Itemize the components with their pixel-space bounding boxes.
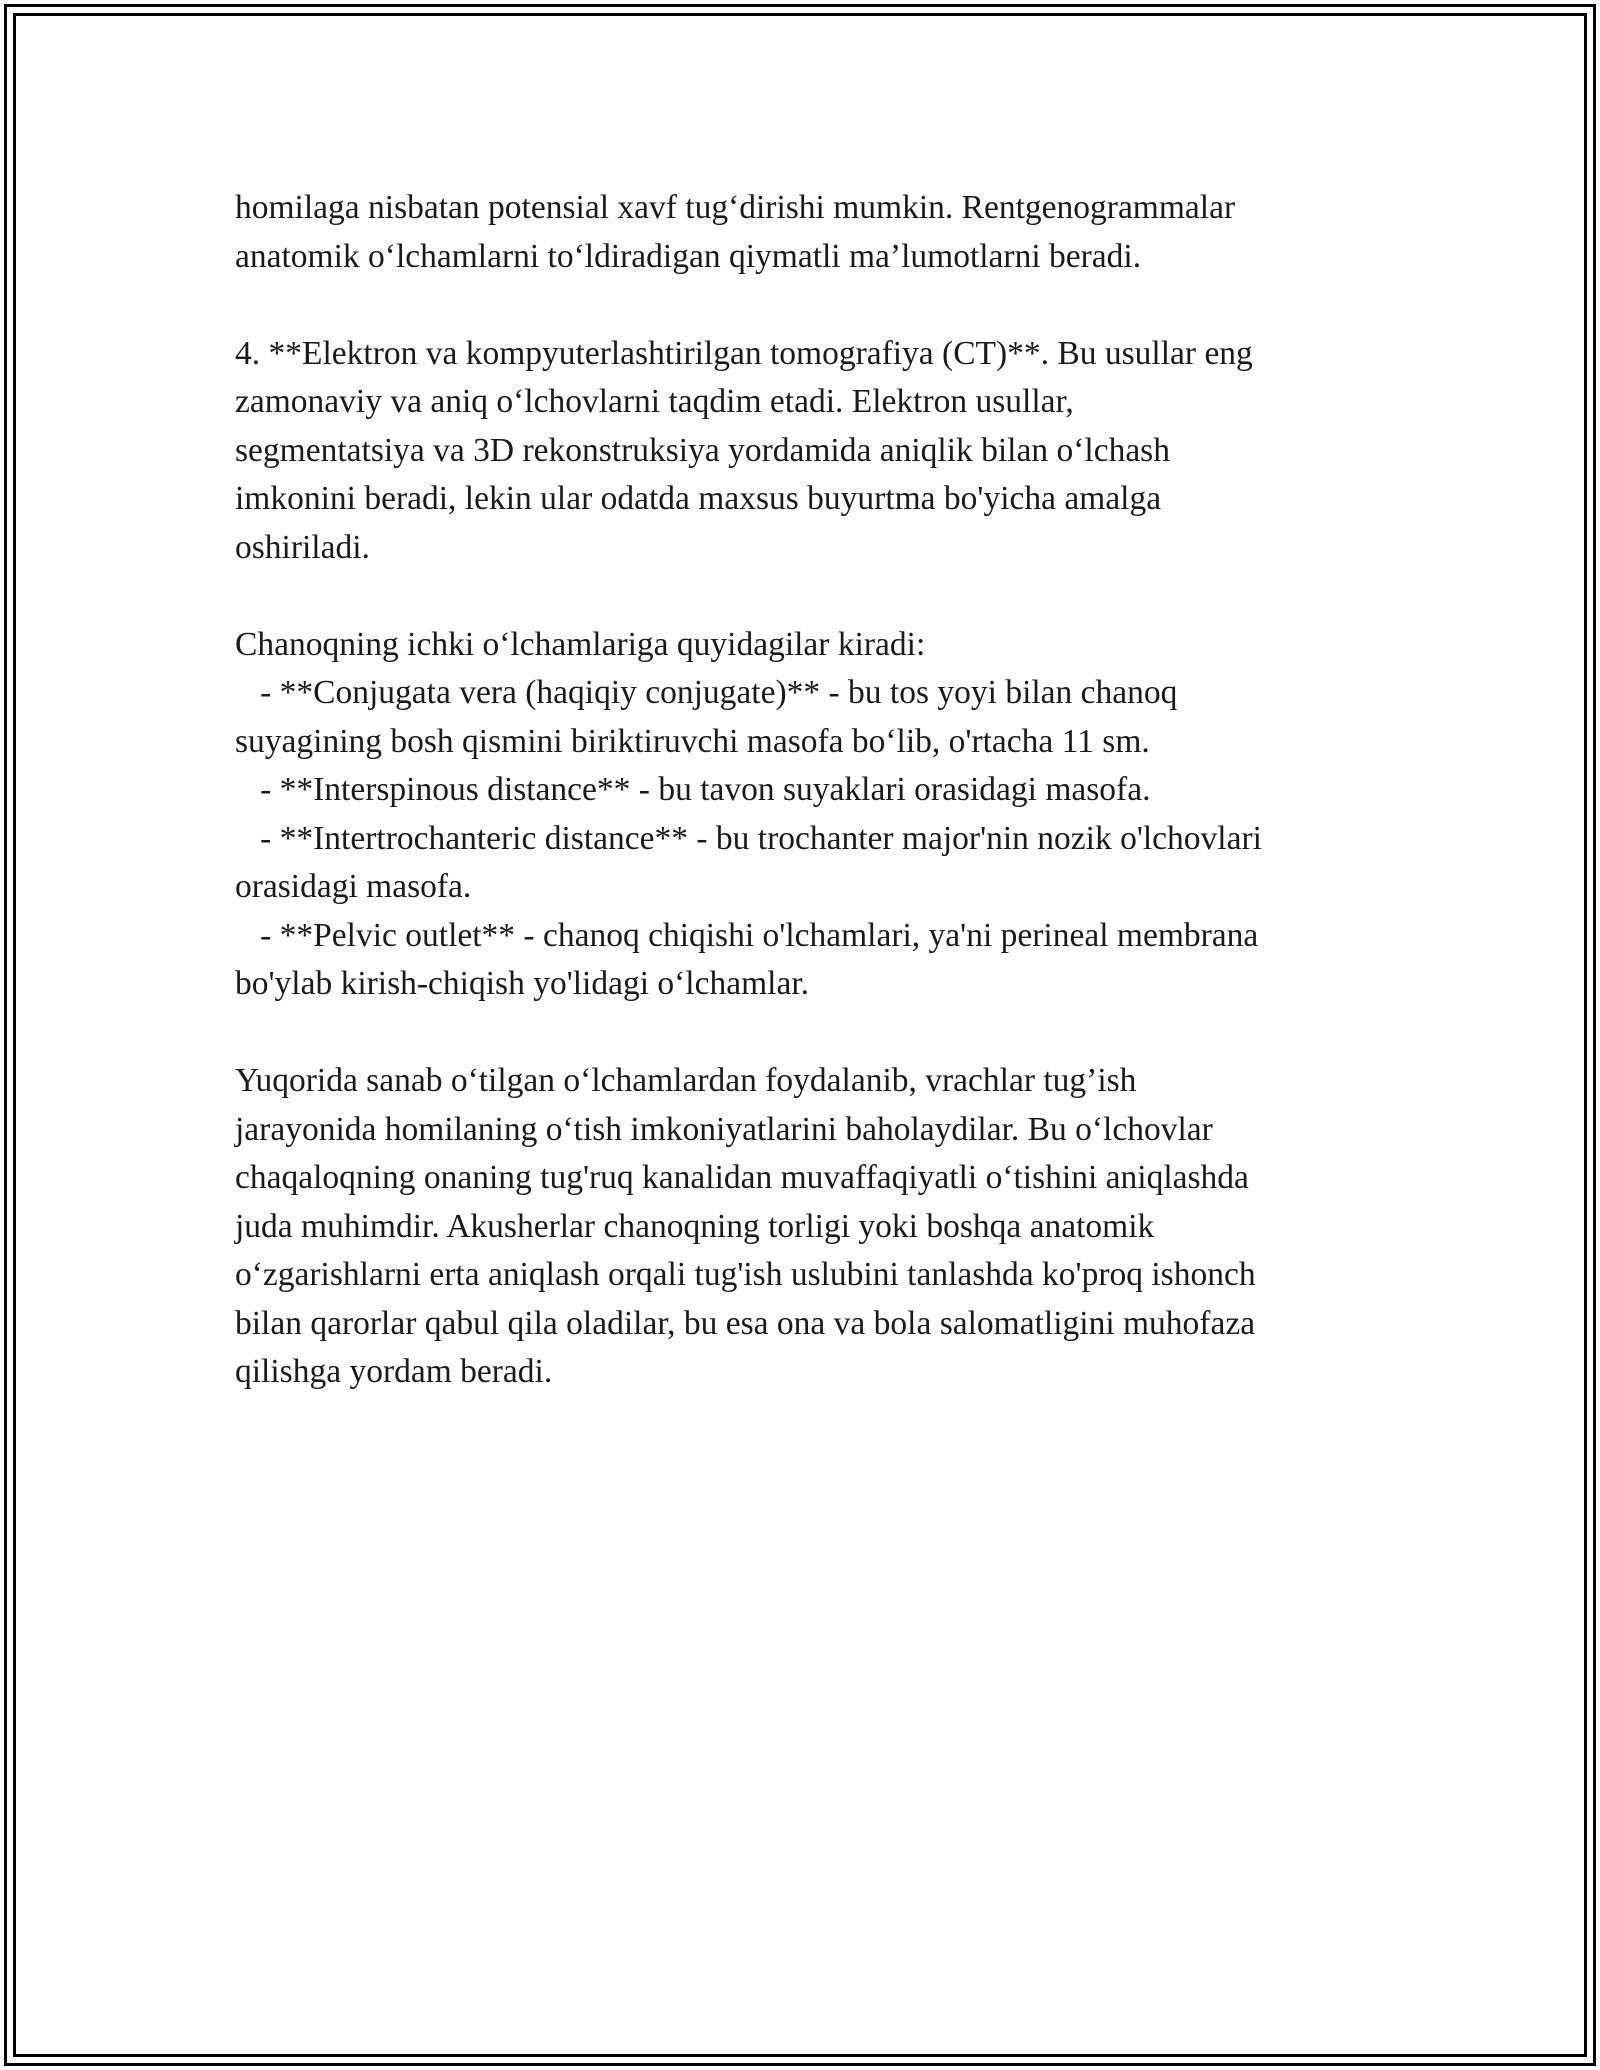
text-line: Yuqorida sanab o‘tilgan o‘lchamlardan foydalanib, vrachlar tug’ish bbox=[235, 1062, 1137, 1099]
paragraph-gap bbox=[235, 281, 1370, 330]
text-line: Chanoqning ichki o‘lchamlariga quyidagilar kiradi: bbox=[235, 625, 926, 663]
text-line: qilishga yordam beradi. bbox=[235, 1353, 553, 1390]
text-line: o‘zgarishlarni erta aniqlash orqali tug'ish uslubini tanlashda ko'proq ishonch bbox=[235, 1256, 1256, 1293]
text-line: zamonaviy va aniq o‘lchovlarni taqdim etadi. Elektron usullar, bbox=[235, 383, 1074, 420]
text-line: oshiriladi. bbox=[235, 528, 370, 566]
document-body bbox=[235, 184, 1370, 1397]
text-line: - **Pelvic outlet** - chanoq chiqishi o'lchamlari, ya'ni perineal membrana bbox=[235, 916, 1259, 954]
text-line: imkonini beradi, lekin ular odatda maxsus buyurtma bo'yicha amalga bbox=[235, 480, 1162, 517]
text-line: juda muhimdir. Akusherlar chanoqning torligi yoki boshqa anatomik bbox=[235, 1207, 1155, 1245]
text-line: 4. **Elektron va kompyuterlashtirilgan tomografiya (CT)**. Bu usullar eng bbox=[235, 334, 1253, 372]
text-line: orasidagi masofa. bbox=[235, 868, 472, 905]
text-line: chaqaloqning onaning tug'ruq kanalidan muvaffaqiyatli o‘tishini aniqlashda bbox=[235, 1159, 1249, 1196]
text-line: - **Interspinous distance** - bu tavon suyaklari orasidagi masofa. bbox=[235, 771, 1151, 808]
text-line: jarayonida homilaning o‘tish imkoniyatlarini baholaydilar. Bu o‘lchovlar bbox=[235, 1110, 1213, 1148]
paragraph-gap bbox=[235, 572, 1370, 621]
text-line: bo'ylab kirish-chiqish yo'lidagi o‘lchamlar. bbox=[235, 965, 810, 1002]
text-line: segmentatsiya va 3D rekonstruksiya yordamida aniqlik bilan o‘lchash bbox=[235, 431, 1170, 469]
text-line: - **Conjugata vera (haqiqiy conjugate)** - bu tos yoyi bilan chanoq bbox=[235, 674, 1178, 711]
text-line: homilaga nisbatan potensial xavf tug‘dirishi mumkin. Rentgenogrammalar bbox=[235, 189, 1236, 226]
text-line: suyagining bosh qismini biriktiruvchi masofa bo‘lib, o'rtacha 11 sm. bbox=[235, 722, 1150, 760]
text-line: bilan qarorlar qabul qila oladilar, bu esa ona va bola salomatligini muhofaza bbox=[235, 1304, 1256, 1342]
paragraph-gap bbox=[235, 1009, 1370, 1058]
text-line: anatomik o‘lchamlarni to‘ldiradigan qiymatli ma’lumotlarni beradi. bbox=[235, 237, 1142, 275]
text-line: - **Intertrochanteric distance** - bu trochanter major'nin nozik o'lchovlari bbox=[235, 819, 1262, 857]
